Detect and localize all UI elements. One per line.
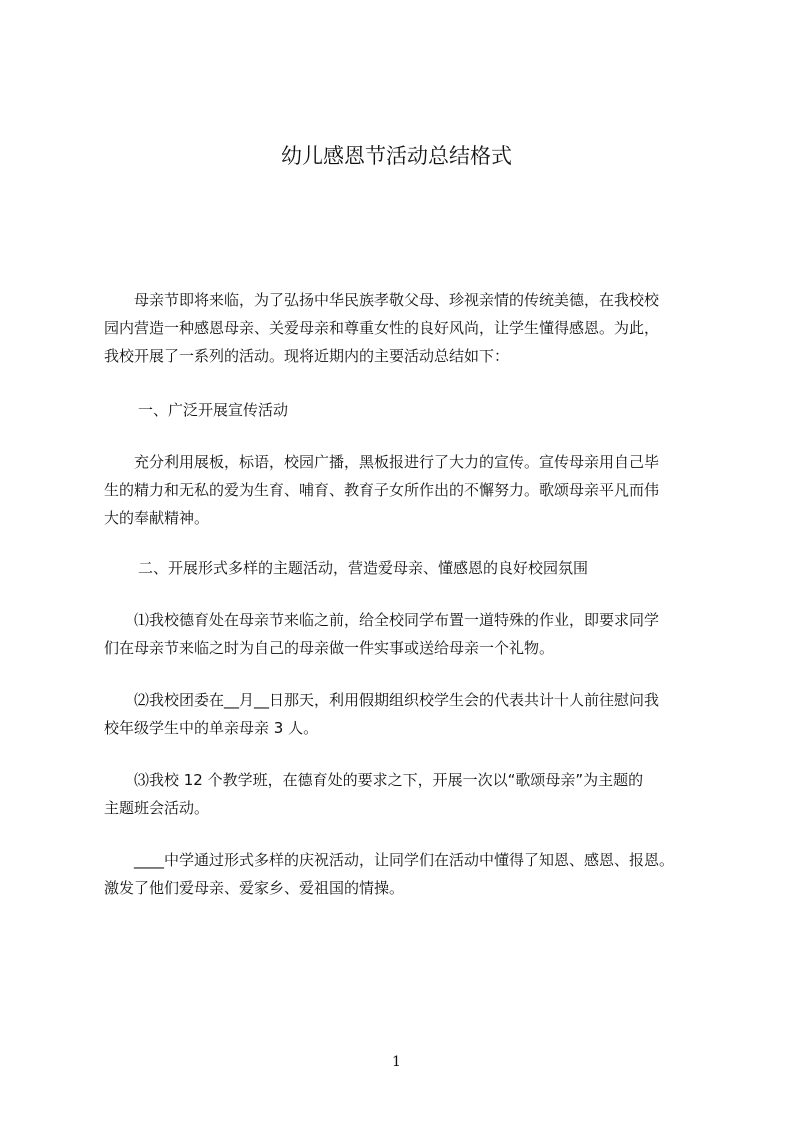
section-2-heading: 二、开展形式多样的主题活动，营造爱母亲、懂感恩的良好校园氛围 <box>138 559 589 577</box>
item-2-line: ⑵我校团委在__月__日那天，利用假期组织校学生会的代表共计十人前往慰问我 <box>104 691 660 709</box>
item-2-line: 校年级学生中的单亲母亲 3 人。 <box>104 719 319 737</box>
section-2-item-3 <box>104 766 714 822</box>
conclusion-line: 激发了他们爱母亲、爱家乡、爱祖国的情操。 <box>104 879 405 897</box>
intro-line: 园内营造一种感恩母亲、关爱母亲和尊重女性的良好风尚，让学生懂得感恩。为此， <box>104 319 660 337</box>
section-1-line: 生的精力和无私的爱为生育、哺育、教育子女所作出的不懈努力。歌颂母亲平凡而伟 <box>104 481 660 499</box>
intro-line: 我校开展了一系列的活动。现将近期内的主要活动总结如下： <box>104 347 510 365</box>
item-3-line: ⑶我校 12 个教学班，在德育处的要求之下，开展一次以“歌颂母亲”为主题的 <box>104 771 644 789</box>
section-1-heading: 一、广泛开展宣传活动 <box>138 401 289 419</box>
item-3-line: 主题班会活动。 <box>104 799 210 817</box>
document-title: 幼儿感恩节活动总结格式 <box>281 144 512 168</box>
section-1-line: 充分利用展板，标语，校园广播，黑板报进行了大力的宣传。宣传母亲用自己毕 <box>104 453 660 471</box>
section-1-line: 大的奉献精神。 <box>104 509 210 527</box>
item-1-line: ⑴我校德育处在母亲节来临之前，给全校同学布置一道特殊的作业，即要求同学 <box>104 611 660 629</box>
conclusion-line: ____中学通过形式多样的庆祝活动，让同学们在活动中懂得了知恩、感恩、报恩。 <box>104 851 675 869</box>
item-1-line: 们在母亲节来临之时为自己的母亲做一件实事或送给母亲一个礼物。 <box>104 639 555 657</box>
conclusion-paragraph <box>104 846 714 902</box>
section-2-item-1 <box>104 606 714 662</box>
section-2-item-2 <box>104 686 714 742</box>
intro-line: 母亲节即将来临，为了弘扬中华民族孝敬父母、珍视亲情的传统美德，在我校校 <box>104 291 660 309</box>
intro-paragraph <box>104 286 714 370</box>
section-1-paragraph <box>104 448 714 532</box>
page-number: 1 <box>392 1054 401 1070</box>
